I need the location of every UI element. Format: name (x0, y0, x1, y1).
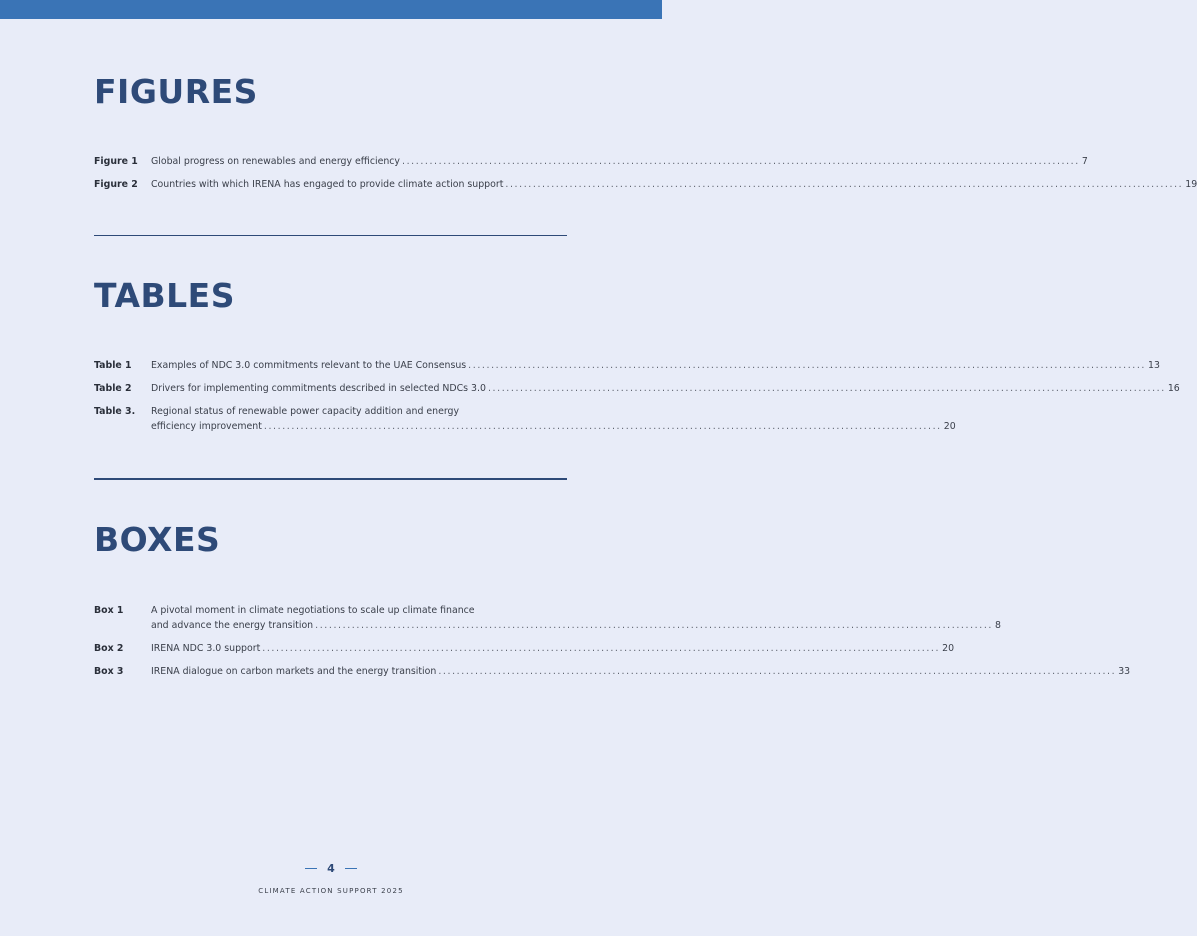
entry-page-number: 13 (1148, 360, 1160, 371)
figures-heading: FIGURES (94, 72, 258, 111)
toc-entry-table-2[interactable] (94, 381, 1180, 396)
leader-dots: .................................................................................................................................................... (438, 666, 1117, 677)
figures-list (94, 154, 1197, 200)
entry-title: Examples of NDC 3.0 commitments relevant to the UAE Consensus (151, 360, 467, 371)
entry-title: IRENA NDC 3.0 support (151, 643, 261, 654)
toc-entry-box-1[interactable] (94, 603, 1001, 633)
toc-entry-box-2[interactable] (94, 641, 955, 656)
leader-dots: .................................................................................................................................................... (263, 421, 942, 432)
top-accent-bar (0, 0, 662, 19)
toc-entry-box-3[interactable] (94, 664, 1131, 679)
footer-caption: CLIMATE ACTION SUPPORT 2025 (258, 887, 404, 895)
leader-dots: .................................................................................................................................................... (315, 620, 993, 631)
entry-title: Regional status of renewable power capacity addition and energy (151, 406, 460, 417)
entry-page-number: 20 (942, 643, 955, 654)
entry-page-number: 19 (1185, 179, 1197, 190)
tables-list (94, 358, 1180, 442)
entry-title: IRENA dialogue on carbon markets and the energy transition (151, 666, 437, 677)
entry-page-number: 20 (943, 421, 956, 432)
entry-title: Countries with which IRENA has engaged to provide climate action support (151, 179, 504, 190)
entry-page-number: 7 (1081, 156, 1088, 167)
tables-section (94, 278, 567, 314)
dash-decoration (305, 868, 317, 869)
entry-title-continued: and advance the energy transition (151, 620, 314, 631)
entry-label: Table 1 (94, 360, 132, 371)
toc-entry-figure-2[interactable] (94, 177, 1197, 192)
boxes-list (94, 603, 1131, 687)
page-number-row (0, 862, 662, 875)
tables-heading: TABLES (94, 276, 235, 315)
entry-label: Table 2 (94, 383, 132, 394)
entry-label: Box 1 (94, 605, 124, 616)
entry-label: Table 3. (94, 406, 136, 417)
entry-label: Box 2 (94, 643, 124, 654)
entry-page-number: 33 (1118, 666, 1131, 677)
figures-section (94, 74, 567, 110)
leader-dots: .................................................................................................................................................... (262, 643, 941, 654)
page-number: 4 (327, 862, 335, 875)
leader-dots: .................................................................................................................................................... (487, 383, 1166, 394)
entry-title: Drivers for implementing commitments described in selected NDCs 3.0 (151, 383, 486, 394)
entry-label: Figure 2 (94, 179, 138, 190)
section-divider (94, 235, 567, 236)
toc-entry-table-3[interactable] (94, 404, 956, 434)
section-divider (94, 478, 567, 480)
entry-label: Box 3 (94, 666, 124, 677)
leader-dots: .................................................................................................................................................... (402, 156, 1080, 167)
leader-dots: .................................................................................................................................................... (505, 179, 1184, 190)
entry-label: Figure 1 (94, 156, 138, 167)
dash-decoration (345, 868, 357, 869)
entry-title: Global progress on renewables and energy efficiency (151, 156, 400, 167)
entry-page-number: 8 (995, 620, 1001, 631)
toc-entry-figure-1[interactable] (94, 154, 1088, 169)
boxes-section (94, 522, 567, 558)
entry-page-number: 16 (1167, 383, 1180, 394)
leader-dots: .................................................................................................................................................... (468, 360, 1147, 371)
entry-title-continued: efficiency improvement (151, 421, 262, 432)
entry-title: A pivotal moment in climate negotiations to scale up climate finance (151, 605, 475, 616)
toc-entry-table-1[interactable] (94, 358, 1160, 373)
boxes-heading: BOXES (94, 520, 221, 559)
